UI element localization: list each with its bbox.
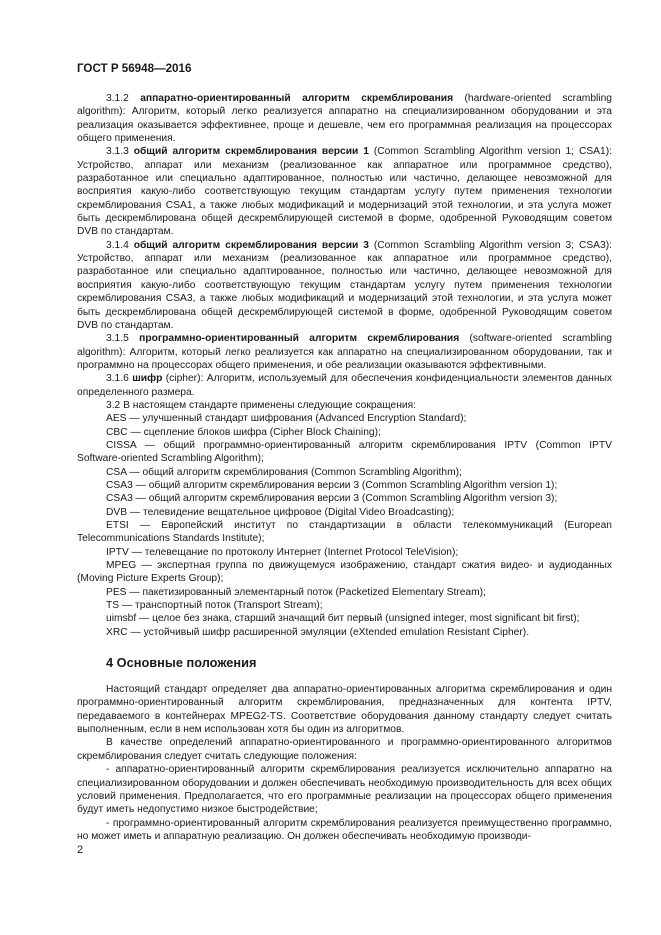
abbreviation-item: XRC — устойчивый шифр расширенной эмуляции (eXtended emulation Resistant Cipher).: [106, 626, 530, 638]
abbreviation-item: AES — улучшенный стандарт шифрования (Advanced Encryption Standard);: [106, 413, 467, 425]
abbreviation-item: TS — транспортный поток (Transport Stream);: [106, 600, 323, 612]
definition-3-1-5: 3.1.5 программно-ориентированный алгоритм скремблирования (software-oriented scrambling algorithm): Алгоритм, который легко реализуется как аппаратно на специализированном оборудовании, так и программно на процессорах общего применения, и обе реализации оказываются эффективными.: [77, 333, 612, 371]
section-4-paragraph: В качестве определений аппаратно-ориентированного и программно-ориентированного алгоритмов скремблирования следует считать следующие положения:: [77, 737, 612, 762]
abbreviation-item: IPTV — телевещание по протоколу Интернет (Internet Protocol TeleVision);: [106, 546, 459, 558]
definition-3-1-6: 3.1.6 шифр (cipher): Алгоритм, используемый для обеспечения конфиденциальности элементов данных определенного размера.: [77, 373, 612, 398]
abbreviation-item: CSA — общий алгоритм скремблирования (Common Scrambling Algorithm);: [106, 466, 462, 478]
page-body: [77, 92, 612, 843]
abbreviation-item: MPEG — экспертная группа по движущемуся изображению, стандарт сжатия видео- и аудиоданных (Moving Picture Experts Group);: [77, 560, 612, 585]
abbreviations-intro: 3.2 В настоящем стандарте применены следующие сокращения:: [106, 399, 417, 411]
abbreviation-item: CISSA — общий программно-ориентированный алгоритм скремблирования IPTV (Common IPTV Software-oriented Scrambling Algorithm);: [77, 439, 612, 465]
definition-3-1-3: 3.1.3 общий алгоритм скремблирования версии 1 (Common Scrambling Algorithm version 1; CSA1): Устройство, аппарат или механизм (реализованное как аппаратное или программное средство), разработанное или специально адаптированное, полностью или частично, делающее невозможной для восприятия какую-либо соответствующую текущим стандартам услугу путем применения технологии скремблирования CSA1, а также любых модификаций и модернизаций этой технологии, и эта услуга может быть дескремблирована общей дескремблирующей системой в форме, одобренной Руководящим советом DVB по стандартам.: [77, 146, 612, 238]
document-header: ГОСТ Р 56948—2016: [77, 62, 192, 75]
abbreviation-item: CBC — сцепление блоков шифра (Cipher Block Chaining);: [106, 426, 381, 438]
abbreviation-item: uimsbf — целое без знака, старший значащий бит первый (unsigned integer, most significant bit first);: [106, 613, 580, 625]
abbreviation-item: CSA3 — общий алгоритм скремблирования версии 3 (Common Scrambling Algorithm version 1);: [106, 479, 558, 491]
section-4-paragraph: - аппаратно-ориентированный алгоритм скремблирования реализуется исключительно аппаратно на специализированном оборудовании и должен обеспечивать необходимую производительность для всех общих условий применения. Предполагается, что его программные реализации на процессорах общего применения будут иметь недопустимо низкое быстродействие;: [77, 764, 612, 816]
abbreviation-item: PES — пакетизированный элементарный поток (Packetized Elementary Stream);: [106, 586, 486, 598]
definition-3-1-4: 3.1.4 общий алгоритм скремблирования версии 3 (Common Scrambling Algorithm version 3; CSA3): Устройство, аппарат или механизм (реализованное как аппаратное или программное средство), разработанное или специально адаптированное, полностью или частично, делающее невозможной для восприятия какую-либо соответствующую текущим стандартам услугу путем применения технологии скремблирования CSA3, а также любых модификаций и модернизаций этой технологии, и эта услуга может быть дескремблирована общей дескремблирующей системой в форме, одобренной Руководящим советом DVB по стандартам.: [77, 239, 612, 331]
definition-3-1-2: 3.1.2 аппаратно-ориентированный алгоритм скремблирования (hardware-oriented scrambling algorithm): Алгоритм, который легко реализуется аппаратно на специализированном оборудовании и эта реализация оказывается эффективнее, проще и дешевле, чем его программная реализация на процессорах общего применения.: [77, 93, 612, 145]
abbreviation-item: ETSI — Европейский институт по стандартизации в области телекоммуникаций (European Telecommunications Standards Institute);: [77, 520, 612, 545]
section-4-heading: 4 Основные положения: [106, 655, 257, 671]
abbreviation-item: DVB — телевидение вещательное цифровое (Digital Video Broadcasting);: [106, 506, 455, 518]
section-4-paragraph: Настоящий стандарт определяет два аппаратно-ориентированных алгоритма скремблирования и один программно-ориентированный алгоритм скремблирования, предназначенных для контента IPTV, передаваемого в контейнерах MPEG2-TS. Соответствие оборудования данному стандарту следует считать выполненным, если в нем использован хотя бы один из алгоритмов.: [77, 684, 612, 736]
section-4-paragraph: - программно-ориентированный алгоритм скремблирования реализуется преимущественно программно, но может иметь и аппаратную реализацию. Он должен обеспечивать необходимую производи-: [77, 817, 612, 842]
page-number: 2: [77, 844, 84, 856]
abbreviation-item: CSA3 — общий алгоритм скремблирования версии 3 (Common Scrambling Algorithm version 3);: [106, 493, 558, 505]
